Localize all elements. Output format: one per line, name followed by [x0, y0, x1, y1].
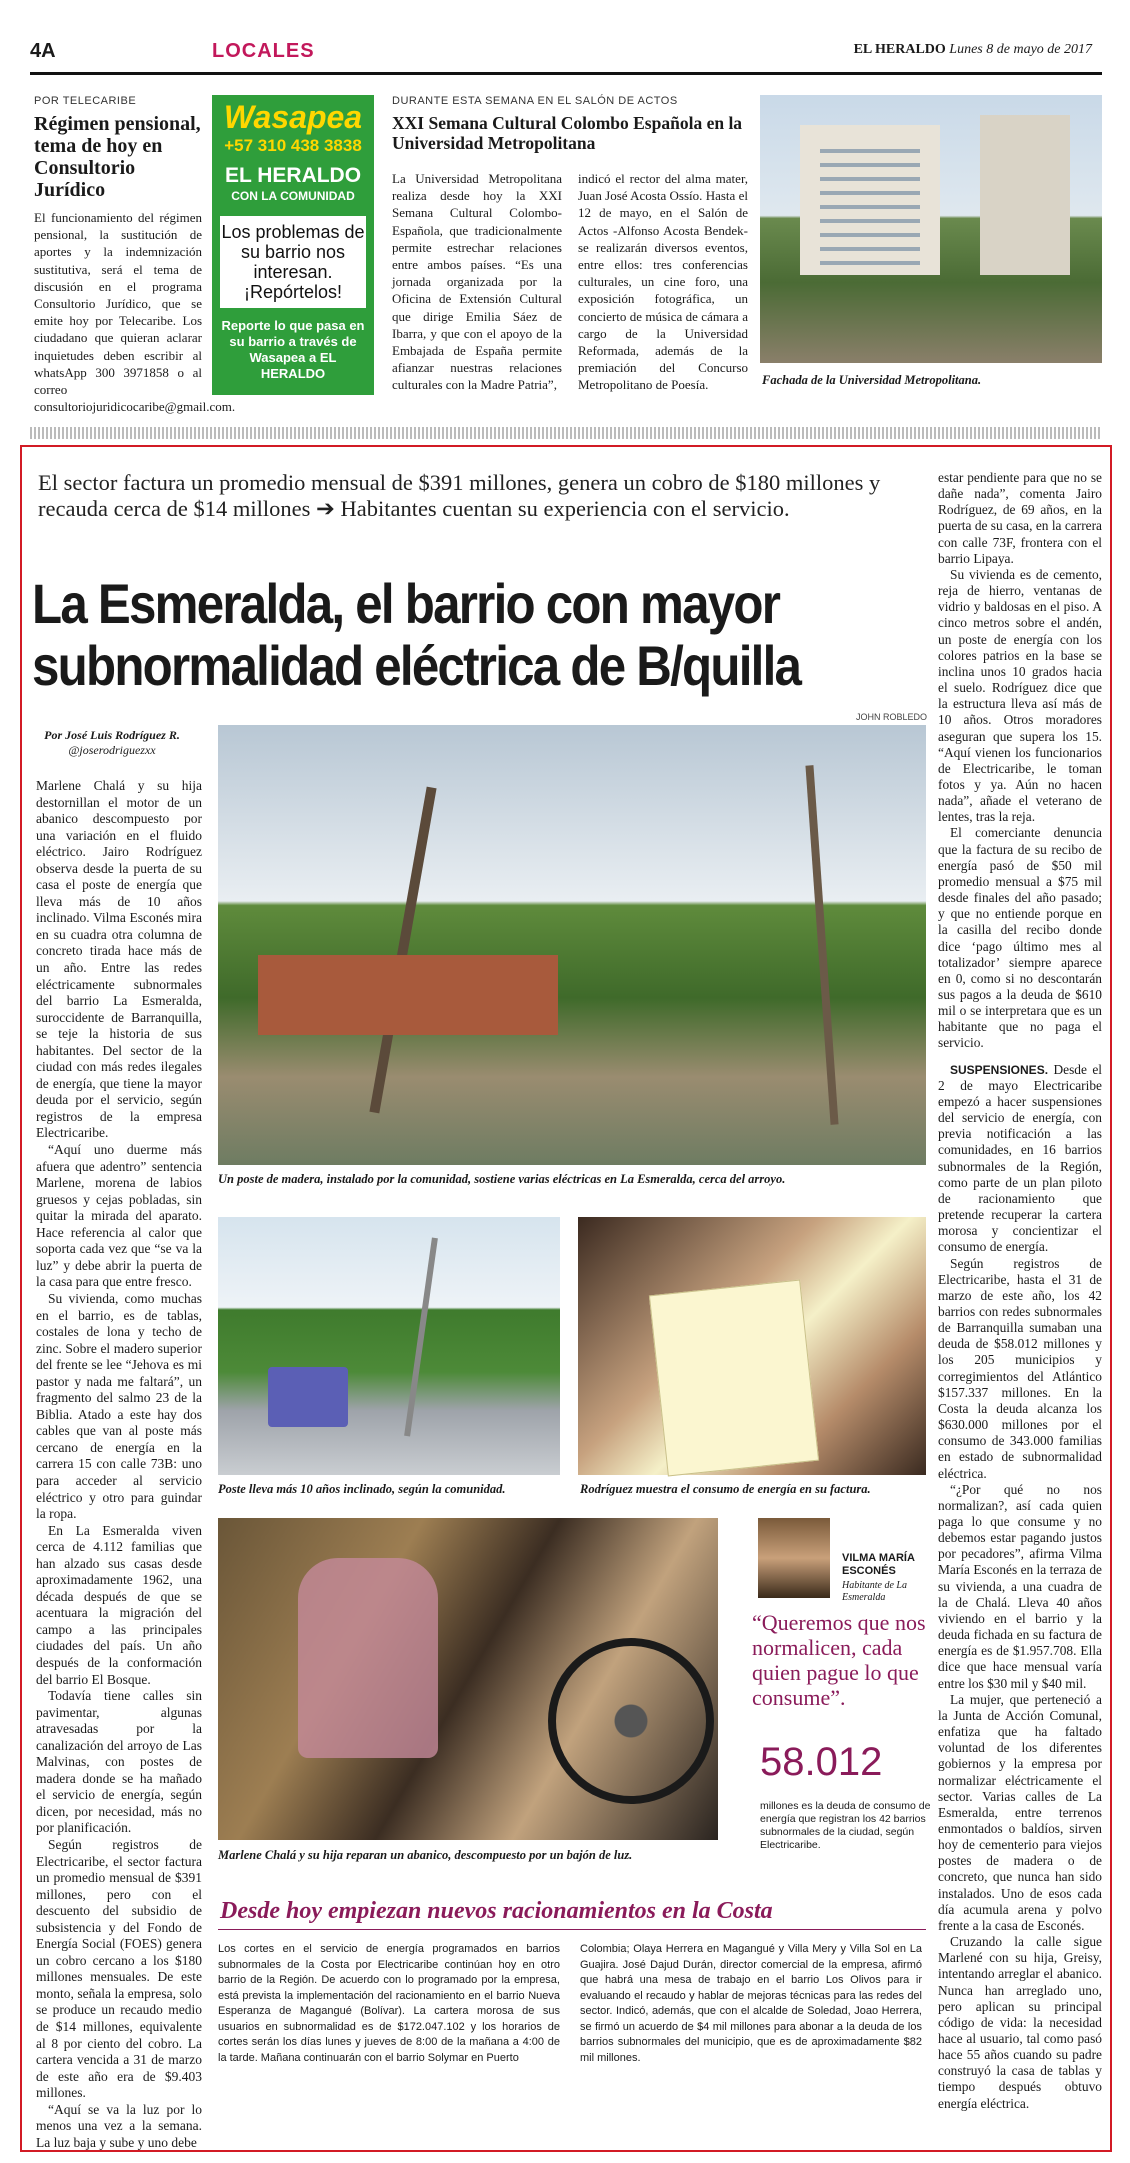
photo-energy-bill: [578, 1217, 926, 1475]
sidebar-rule: [218, 1929, 926, 1930]
ad-brand: Wasapea: [223, 99, 363, 135]
paragraph: “Aquí se va la luz por lo menos una vez a la semana. La luz baja y sube y uno debe: [36, 2101, 202, 2150]
paper-name: EL HERALDO: [853, 42, 946, 57]
ad-paper: [212, 166, 374, 206]
paragraph: Cruzando la calle sigue Marlené con su hija, Greisy, intentando arreglar el abanico. Nunca han arreglado uno, pero aplican su principal código de vida: la necesidad hace al usuario, tal como pasó hace 55 años cuando su padre construyó la casa de tablas y tiempo después obtuvo energía eléctrica.: [938, 1934, 1102, 2111]
paragraph: La mujer, que perteneció a la Junta de Acción Comunal, enfatiza que ha faltado voluntad de los diferentes gobiernos y la empresa por normalizar eléctricamente el sector. Varias calles de La Esmeralda, entre terrenos enmontados o baldíos, sirven hoy de cementerio para viejos postes de madera o de concreto, que nunca han sido instalados. Uno de esos cada día acumula arena y polvo frente a la casa de Esconés.: [938, 1691, 1102, 1933]
university-photo: [760, 95, 1102, 363]
paragraph: Según registros de Electricaribe, el sector factura un promedio mensual de $391 millones, pero con el descuento del subsidio de subsistencia y del Fondo de Energía Social (FOES) genera un cobro cercano a los $180 millones mensuales. De este monto, señala la empresa, solo se produce un recaudo medio de $14 millones, equivalente al 8 por ciento del cobro. La cartera vencida a 31 de marzo de este año era de $9.403 millones.: [36, 1837, 202, 2101]
ad-paper-sub: CON LA COMUNIDAD: [231, 189, 355, 203]
sidebar-column-2: Colombia; Olaya Herrera en Magangué y Villa Mery y Villa Sol en La Guajira. José Dajud Durán, director comercial de la empresa, afirmó que habrá una mesa de trabajo en el barrio Los Olivos para ir evaluando el recaudo y hablar de mejoras técnicas para las redes del sector. Indicó, además, que con el alcalde de Soledad, Joao Herrera, se firmó un acuerdo de $4 mil millones para abonar a la deuda de los barrios subnormales del municipio, que es de aproximadamente $82 mil millones.: [580, 1943, 922, 2064]
sidebar-headline: Desde hoy empiezan nuevos racionamientos en la Costa: [220, 1898, 773, 1924]
photo-leaning-pole: [218, 1217, 560, 1475]
issue-date: Lunes 8 de mayo de 2017: [949, 42, 1092, 57]
paper-dateline: [854, 42, 1092, 58]
byline: [32, 728, 192, 758]
paragraph: estar pendiente para que no se dañe nada”, comenta Jairo Rodríguez, de 69 años, en la puerta de su casa, en la carrera con calle 73F, frontera con el barrio Lipaya.: [938, 470, 1102, 566]
brief-mid-col1: La Universidad Metropolitana realiza desde hoy la XXI Semana Cultural Colombo-Española, que tradicionalmente permite estrechar relaciones entre ambos países. “Es una jornada organizada por la Oficina de Extensión Cultural que dirige Emilia Sáez de Ibarra, y que con el apoyo de la Embajada de España permite afianzar nuestras relaciones culturales con la Madre Patria”,: [392, 171, 562, 393]
photo-caption: Un poste de madera, instalado por la comunidad, sostiene varias eléctricas en La Esmeralda, cerca del arroyo.: [218, 1172, 786, 1186]
stat-number: 58.012: [760, 1740, 883, 1784]
photo-caption: Poste lleva más 10 años inclinado, según la comunidad.: [218, 1482, 506, 1496]
university-photo-caption: Fachada de la Universidad Metropolitana.: [762, 373, 982, 387]
brief-mid-col2: indicó el rector del alma mater, Juan José Acosta Ossío. Hasta el 12 de mayo, en el Salón de Actos -Alfonso Acosta Bendek- se realizarán diversos eventos, entre ellos: tres conferencias culturales, un cine foro, una exposición fotográfica, un concierto de música de cámara a cargo de la Universidad Reformada, además de la premiación del Concurso Metropolitano de Poesía.: [578, 171, 748, 393]
page-number: 4A: [30, 40, 56, 62]
brief-semana-cultural: [392, 95, 750, 153]
vilma-portrait: [758, 1518, 830, 1598]
ad-message: Los problemas de su barrio nos interesan. ¡Repórtelos!: [220, 216, 366, 308]
brief-headline: Régimen pensional, tema de hoy en Consultorio Jurídico: [34, 113, 201, 201]
photo-fan-repair: [218, 1518, 718, 1840]
author-handle: @joserodriguezxx: [68, 743, 156, 757]
paragraph: En La Esmeralda viven cerca de 4.112 familias que han alzado sus casas desde aproximadamente 1962, una década después de que se acentuara la migración del campo a las principales ciudades del país. Un año después de la conformación del barrio El Bosque.: [36, 1522, 202, 1687]
brief-telecaribe: [34, 95, 236, 415]
paragraph: El comerciante denuncia que la factura de su recibo de energía pasó de $50 mil promedio mensual a $75 mil desde finales del año pasado; y que no entiende porque en la casilla del recibo donde dice ‘pago último mes al totalizador’ siempre aparece en 0, como si no descontarán sus pagos a la deuda de $610 mil o se interpretara que es un habitante que no paga el servicio.: [938, 825, 1102, 1051]
paragraph: “Aquí uno duerme más afuera que adentro” sentencia Marlene, morena de labios gruesos y cejas pobladas, sin quitar la mirada del aparato. Hace referencia al calor que soporta cada vez que “se va la luz” y debe abrir la puerta de la casa para que entre fresco.: [36, 1142, 202, 1290]
article-headline: La Esmeralda, el barrio con mayor subnormalidad eléctrica de B/quilla: [32, 572, 801, 697]
paragraph: Su vivienda es de cemento, reja de hierro, ventanas de vidrio y baldosas en el piso. A cinco metros sobre el andén, un poste de energía con los colores patrios en la base se inclina unos 10 grados hacia el suelo. Rodríguez dice que la estructura lleva así más de 10 años. Otros moradores aseguran que supera los 15. “Aquí vienen los funcionarios de Electricaribe, le toman fotos y ya. Aún no hacen nada”, añade el veterano de lentes, tras la reja.: [938, 566, 1102, 825]
paragraph: Desde el 2 de mayo Electricaribe empezó a hacer suspensiones del servicio de energía, con previa notificación a las comunidades, en 16 barrios subnormales de la Región, como parte de un plan piloto de racionamiento que pretende recuperar la cartera morosa y concientizar el consumo de energía.: [938, 1061, 1102, 1255]
article-deck: El sector factura un promedio mensual de $391 millones, genera un cobro de $180 millones y recauda cerca de $14 millones ➔ Habitantes cuentan su experiencia con el servicio.: [38, 470, 881, 521]
photo-credit: JOHN ROBLEDO: [856, 712, 928, 722]
article-column-1: [36, 778, 202, 2151]
paragraph: Su vivienda, como muchas en el barrio, es de tablas, costales de lona y techo de zinc. Sobre el madero superior del frente se lee “Jehova es mi pastor y nada me faltará”, un fragmento del salmo 23 de la Biblia. Atado a este hay dos cables que van al poste más cercano de energía en la carrera 15 con calle 73B: uno para acceder al servicio eléctrico y otro para guindar la ropa.: [36, 1290, 202, 1522]
article-column-3: [938, 470, 1102, 2112]
wasapea-ad: [212, 95, 374, 395]
section-name: LOCALES: [212, 40, 315, 62]
paragraph: Marlene Chalá y su hija destornillan el motor de un abanico descompuesto por una variación en el fluido eléctrico. Jairo Rodríguez observa desde la puerta de su casa el poste de energía que lleva más de 10 años inclinado. Vilma Esconés mira en su cuadra otra columna de concreto tirada hace más de un año. Entre las redes eléctricamente subnormales del barrio La Esmeralda, suroccidente de Barranquilla, se teje la historia de sus habitantes. Del sector de la ciudad con más redes ilegales de energía, que tiene la mayor deuda por el servicio, según registros de la empresa Electricaribe.: [36, 778, 202, 1141]
sidebar-column-1: Los cortes en el servicio de energía programados en barrios subnormales de la Costa por Electricaribe continúan hoy en otro barrio de la Región. De acuerdo con lo programado por la empresa, está prevista la implementación del racionamiento en el barrio Nueva Esperanza de Magangué (Bolívar). La cartera morosa de sus usuarios en subnormalidad es de $172.047.102 y los horarios de cortes serán los días lunes y jueves de 8:00 de la mañana a 4:00 de la tarde. Mañana continuarán con el barrio Solymar en Puerto: [218, 1943, 560, 2064]
photo-wooden-pole: [218, 725, 926, 1165]
pullquote-text: “Queremos que nos normalicen, cada quien pague lo que consume”.: [752, 1610, 926, 1710]
paragraph: Todavía tiene calles sin pavimentar, algunas atravesadas por la canalización del arroyo de Las Malvinas, con postes de madera donde se ha mañado el servicio de energía, según dicen, por necesidad, más no por planificación.: [36, 1688, 202, 1836]
paragraph: Según registros de Electricaribe, hasta el 31 de marzo de este año, los 42 barrios con redes subnormales de Barranquilla sumaban una deuda de $58.012 millones y los 205 municipios y corregimientos del Atlántico $157.337 millones. En la Costa la deuda alcanza los $630.000 millones por el consumo de 343.000 familias en estado de subnormalidad eléctrica.: [938, 1255, 1102, 1481]
pullquote-name: VILMA MARÍA ESCONÉS: [842, 1552, 915, 1577]
header-rule: [30, 72, 1102, 75]
ad-paper-name: EL HERALDO: [224, 164, 362, 187]
brief-mid-headline: XXI Semana Cultural Colombo Española en la Universidad Metropolitana: [392, 113, 743, 153]
ad-footer: Reporte lo que pasa en su barrio a través de Wasapea a EL HERALDO: [221, 318, 365, 381]
brief-mid-kicker: DURANTE ESTA SEMANA EN EL SALÓN DE ACTOS: [392, 95, 678, 107]
photo-caption: Rodríguez muestra el consumo de energía en su factura.: [580, 1482, 871, 1496]
author-name: Por José Luis Rodríguez R.: [44, 728, 180, 742]
brief-body: El funcionamiento del régimen pensional, la sustitución de aportes y la indemnización sustitutiva, será el tema de discusión en el programa Consultorio Jurídico, que se emite hoy por Telecaribe. Los ciudadano que quieran aclarar inquietudes deben escribir al whatsApp 300 3971858 o al correo consultoriojuridicocaribe@gmail.com.: [34, 210, 236, 415]
paragraph: “¿Por qué no nos normalizan?, así cada quien paga lo que consume y no debemos estar pagando justos por pecadores”, afirma Vilma María Esconés en la terraza de su vivienda, a una cuadra de la de Chalá. Lleva 40 años viviendo en el barrio y la deuda fichada en su factura de energía es de $1.957.708. Ella dice que hace mensual varía entre los $30 mil y $40 mil.: [938, 1481, 1102, 1691]
pullquote-role: Habitante de La Esmeralda: [842, 1580, 907, 1603]
ad-phone: +57 310 438 3838: [224, 136, 362, 155]
photo-caption: Marlene Chalá y su hija reparan un abanico, descompuesto por un bajón de luz.: [218, 1848, 633, 1862]
strip-divider: [30, 427, 1102, 439]
stat-description: millones es la deuda de consumo de energía que registran los 42 barrios subnormales de la ciudad, según Electricaribe.: [760, 1800, 931, 1851]
brief-kicker: POR TELECARIBE: [34, 95, 137, 107]
subhead-suspensiones: SUSPENSIONES.: [950, 1062, 1049, 1077]
